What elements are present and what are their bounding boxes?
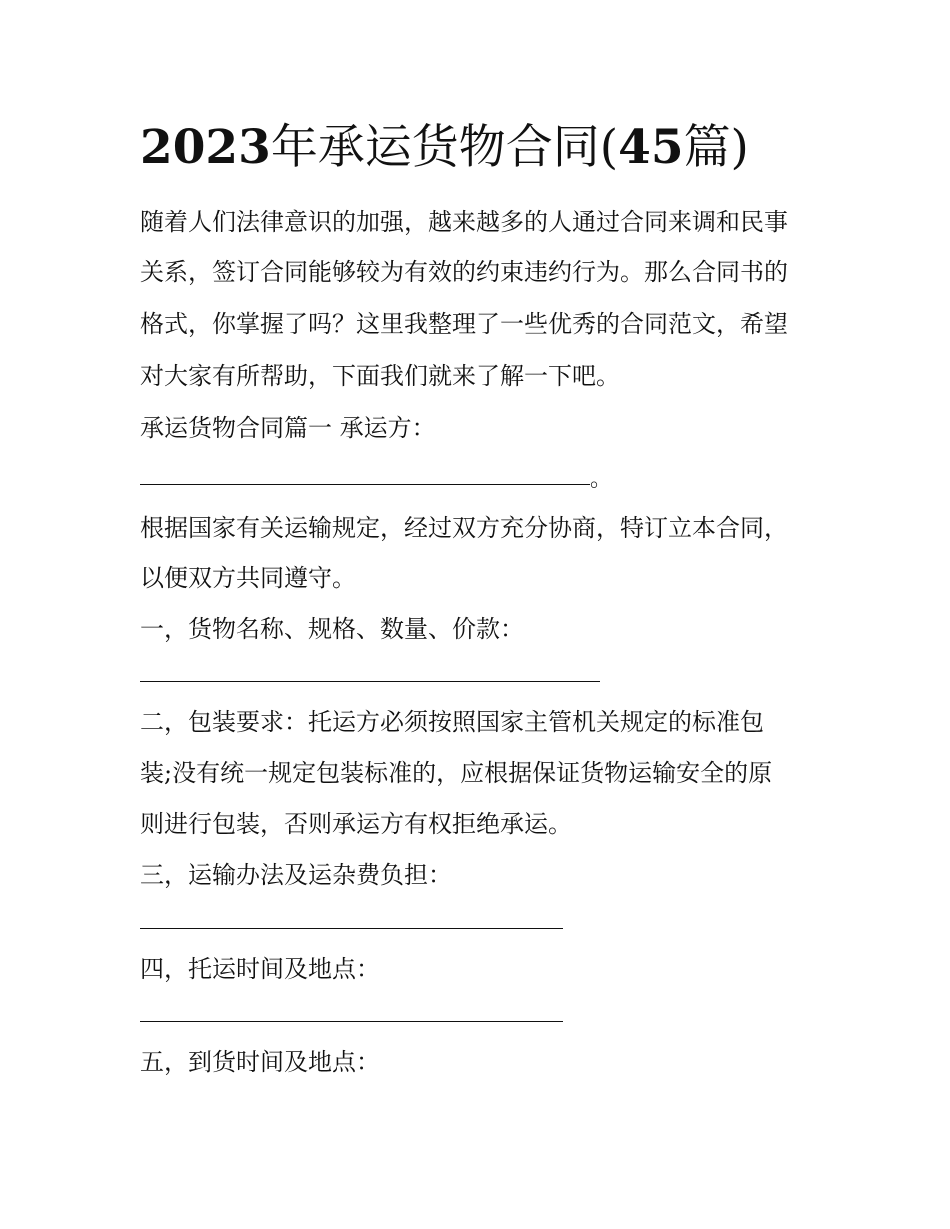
clause-2-line-3: 则进行包装，否则承运方有权拒绝承运。: [140, 810, 572, 838]
title-text-2: 篇): [683, 120, 749, 175]
paragraph-line-2: 以便双方共同遵守。: [140, 564, 356, 592]
clause-5-heading: 五，到货时间及地点：: [140, 1048, 380, 1076]
carrier-blank-line: [140, 484, 590, 485]
clause-1-heading: 一，货物名称、规格、数量、价款：: [140, 615, 524, 643]
clause-4-blank-line: [140, 1021, 563, 1022]
intro-line-4: 对大家有所帮助，下面我们就来了解一下吧。: [140, 362, 620, 390]
section-heading: 承运货物合同篇一 承运方：: [140, 414, 436, 442]
title-count: 45: [618, 120, 684, 175]
blank-line-period: 。: [590, 467, 613, 492]
clause-2-line-1: 二，包装要求：托运方必须按照国家主管机关规定的标准包: [140, 708, 764, 736]
clause-4-heading: 四，托运时间及地点：: [140, 955, 380, 983]
document-title: [140, 118, 749, 178]
clause-1-blank-line: [140, 681, 600, 682]
clause-2-line-2: 装;没有统一规定包装标准的，应根据保证货物运输安全的原: [140, 759, 773, 787]
paragraph-line-1: 根据国家有关运输规定，经过双方充分协商，特订立本合同，: [140, 514, 788, 542]
title-year: 2023: [140, 120, 271, 175]
intro-line-2: 关系，签订合同能够较为有效的约束违约行为。那么合同书的: [140, 258, 788, 286]
intro-line-1: 随着人们法律意识的加强，越来越多的人通过合同来调和民事: [140, 208, 788, 236]
clause-3-blank-line: [140, 928, 563, 929]
intro-line-3: 格式，你掌握了吗？这里我整理了一些优秀的合同范文，希望: [140, 310, 788, 338]
title-text-1: 年承运货物合同(: [270, 120, 619, 175]
clause-3-heading: 三，运输办法及运杂费负担：: [140, 861, 452, 889]
